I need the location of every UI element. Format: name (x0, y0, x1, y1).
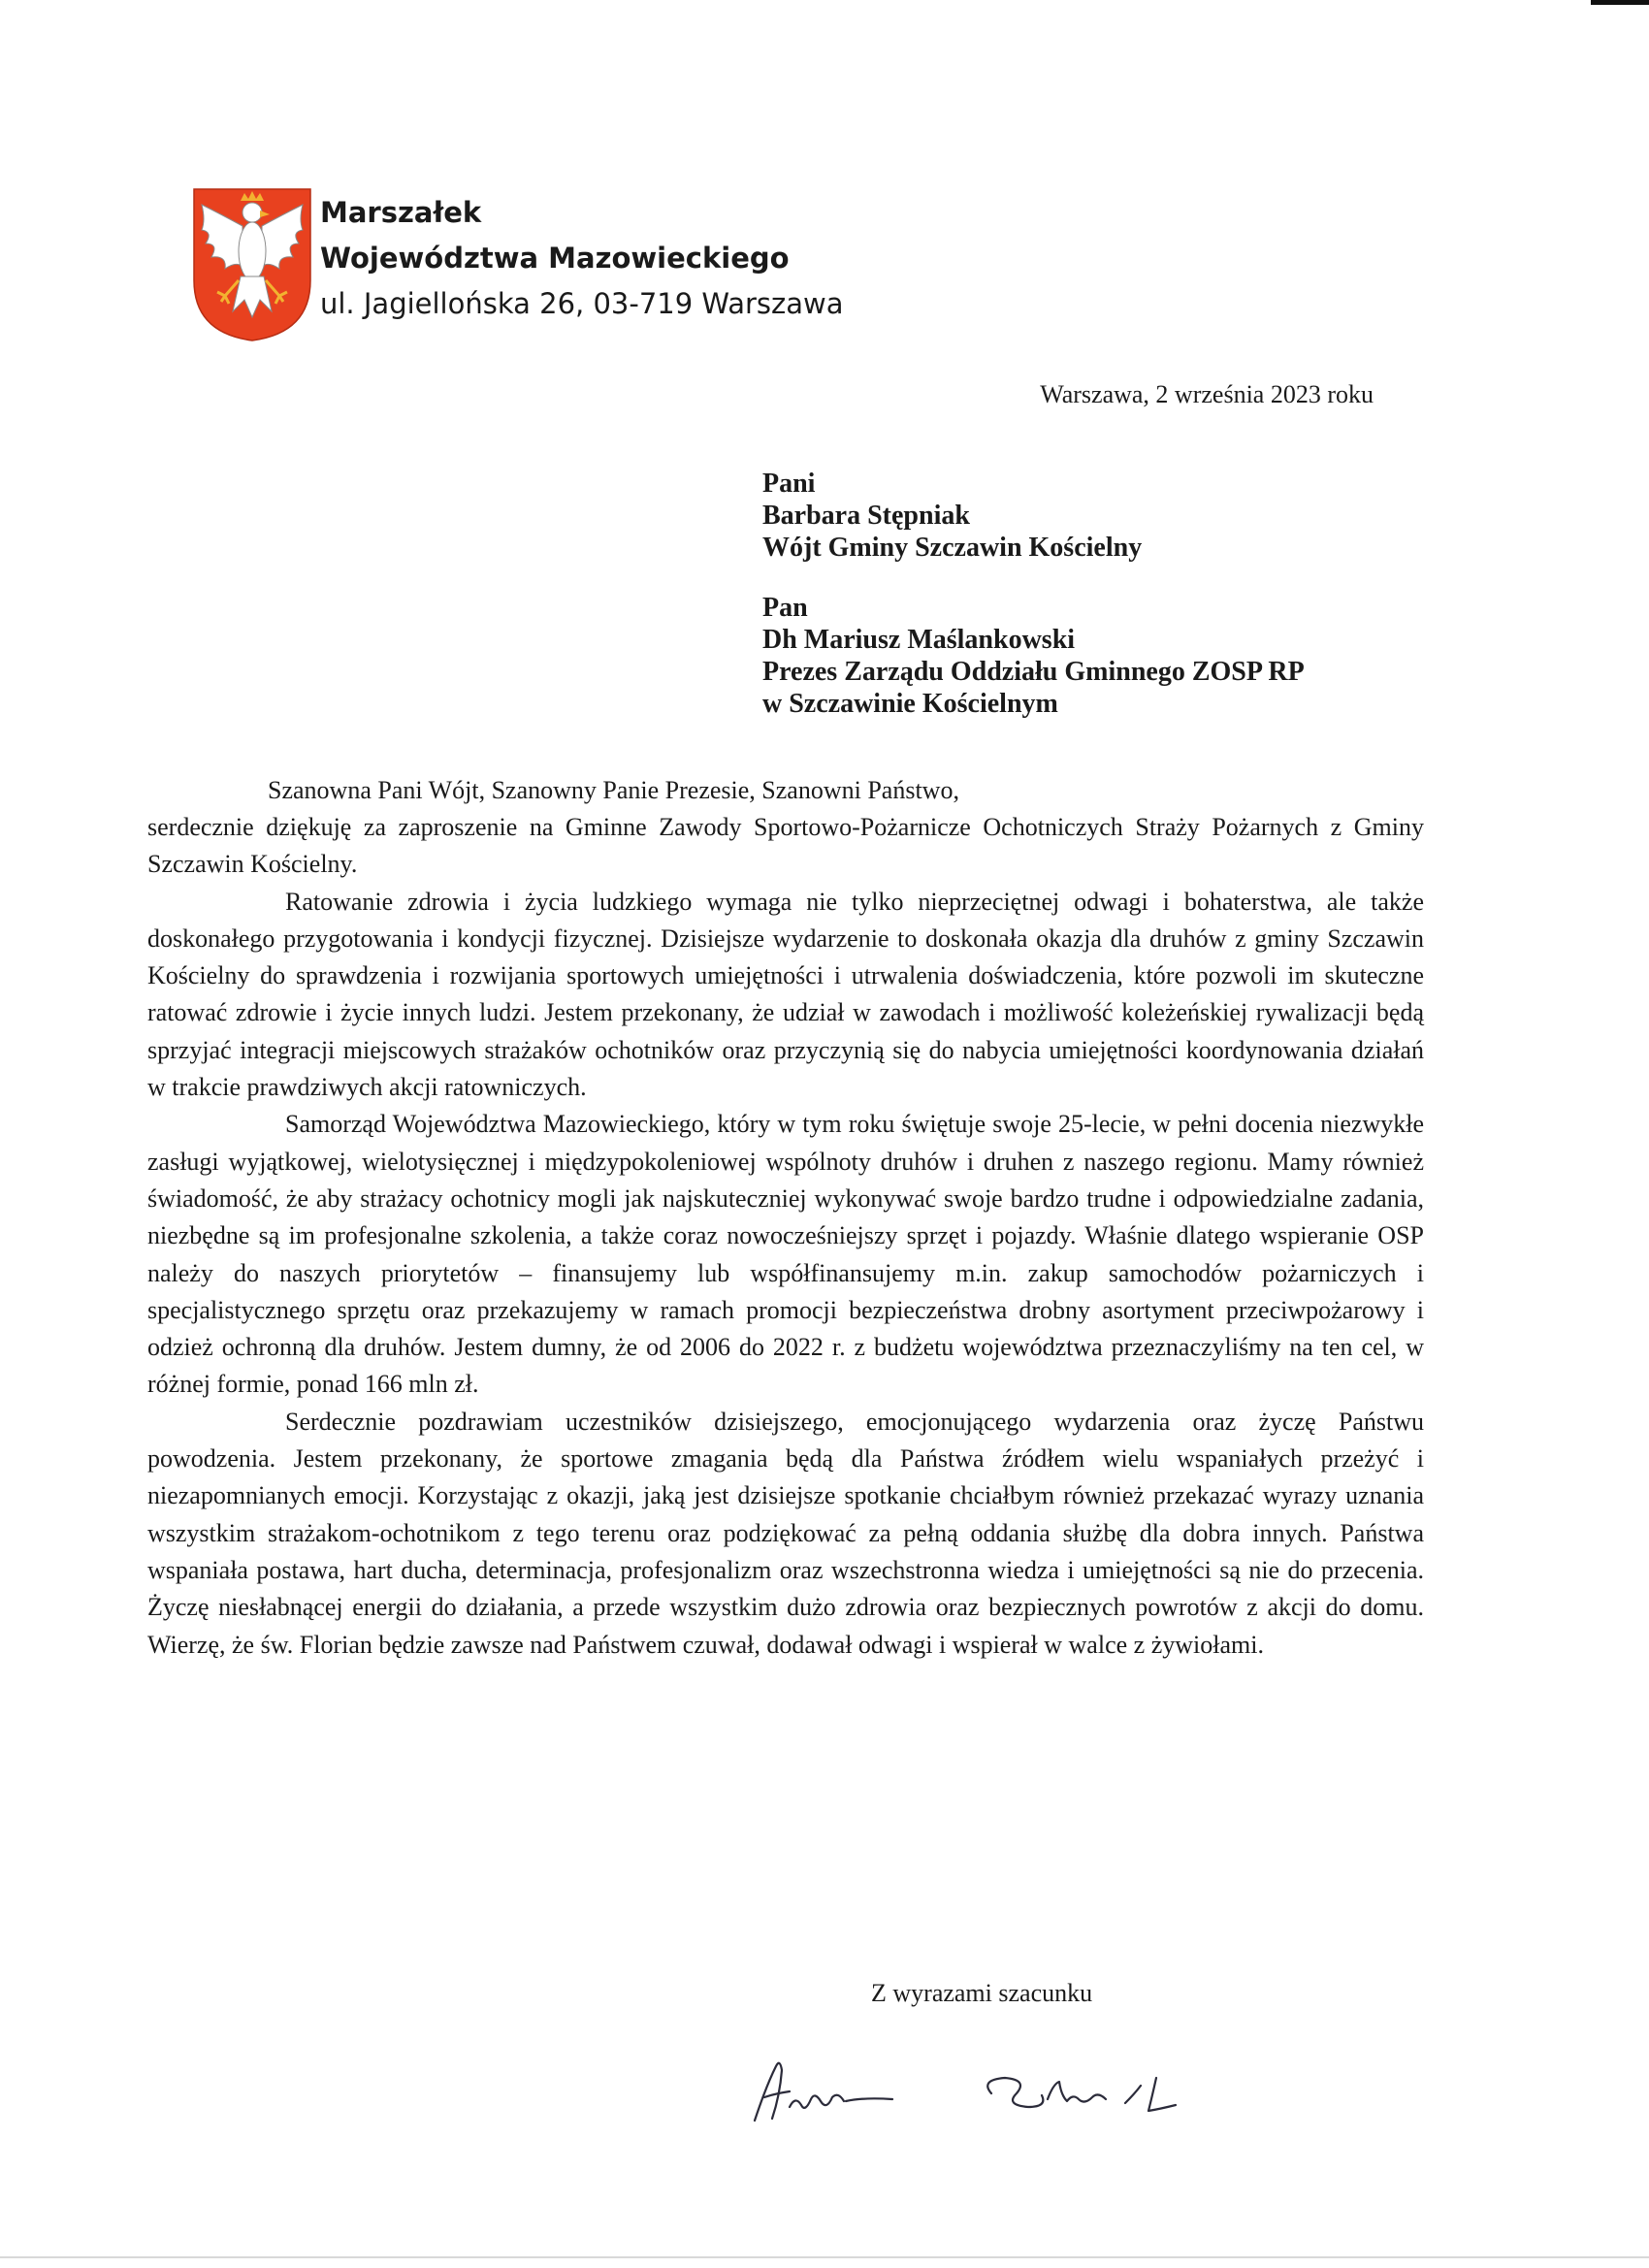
sender-office: Województwa Mazowieckiego (320, 242, 790, 275)
sender-title: Marszałek (320, 196, 482, 229)
closing-phrase: Z wyrazami szacunku (871, 1979, 1093, 2007)
recipient-line: w Szczawinie Kościelnym (762, 689, 1058, 719)
paragraph-2: Ratowanie zdrowia i życia ludzkiego wymaga nie tylko nieprzeciętnej odwagi i bohaterstwa, ale także doskonałego przygotowania i kondycji fizycznej. Dzisiejsze wydarzenie to doskonała okazja dla druhów z gminy Szczawin Kościelny do sprawdzenia i rozwijania sportowych umiejętności i utrwalenia doświadczenia, które pozwoli im skuteczne ratować zdrowie i życie innych ludzi. Jestem przekonany, że udział w zawodach i możliwość koleżeńskiej rywalizacji będą sprzyjać integracji miejscowych strażaków ochotników oraz przyczynią się do nabycia umiejętności koordynowania działań w trakcie prawdziwych akcji ratowniczych. (147, 887, 1424, 1102)
eagle-crest-icon (192, 187, 312, 342)
recipient-line: Wójt Gminy Szczawin Kościelny (762, 533, 1143, 563)
scan-edge-mark (1591, 0, 1649, 5)
recipient-line: Barbara Stępniak (762, 501, 970, 531)
paragraph-3: Samorząd Województwa Mazowieckiego, który w tym roku świętuje swoje 25-lecie, w pełni docenia niezwykłe zasługi wyjątkowej, wielotysięcznej i międzypokoleniowej wspólnoty druhów i druhen z naszego regionu. Mamy również świadomość, że aby strażacy ochotnicy mogli jak najskuteczniej wykonywać swoje bardzo trudne i odpowiedzialne zadania, niezbędne są im profesjonalne szkolenia, a także coraz nowocześniejszy sprzęt i pojazdy. Właśnie dlatego wspieranie OSP należy do naszych priorytetów – finansujemy lub współfinansujemy m.in. zakup samochodów pożarniczych i specjalistycznego sprzętu oraz przekazujemy w ramach promocji bezpieczeństwa drobny asortyment przeciwpożarowy i odzież ochronną dla druhów. Jestem dumny, że od 2006 do 2022 r. z budżetu województwa przeznaczyliśmy na ten cel, w różnej formie, ponad 166 mln zł. (147, 1110, 1424, 1399)
sender-block (320, 190, 844, 327)
paragraph-1: serdecznie dziękuję za zaproszenie na Gminne Zawody Sportowo-Pożarnicze Ochotniczych Straży Pożarnych z Gminy Szczawin Kościelny. (147, 813, 1424, 879)
letter-date: Warszawa, 2 września 2023 roku (1040, 380, 1374, 408)
sender-address: ul. Jagiellońska 26, 03-719 Warszawa (320, 287, 844, 320)
recipient-block-2 (762, 592, 1305, 720)
scan-bottom-line (0, 2256, 1649, 2258)
recipient-line: Pan (762, 593, 808, 623)
recipient-line: Prezes Zarządu Oddziału Gminnego ZOSP RP (762, 657, 1305, 687)
recipient-line: Pani (762, 469, 816, 499)
paragraph-4: Serdecznie pozdrawiam uczestników dzisiejszego, emocjonującego wydarzenia oraz życzę Państwu powodzenia. Jestem przekonany, że sportowe zmagania będą dla Państwa źródłem wielu wspaniałych przeżyć i niezapomnianych emocji. Korzystając z okazji, jaką jest dzisiejsze spotkanie chciałbym również przekazać wyrazy uznania wszystkim strażakom-ochotnikom z tego terenu oraz podziękować za pełną oddania służbę dla dobra innych. Państwa wspaniała postawa, hart ducha, determinacja, profesjonalizm oraz wszechstronna wiedza i umiejętności są nie do przecenia. Życzę niesłabnącej energii do działania, a przede wszystkim dużo zdrowia oraz bezpiecznych powrotów z akcji do domu. Wierzę, że św. Florian będzie zawsze nad Państwem czuwał, dodawał odwagi i wspierał w walce z żywiołami. (147, 1407, 1424, 1659)
salutation: Szanowna Pani Wójt, Szanowny Panie Prezesie, Szanowni Państwo, (268, 776, 959, 804)
recipient-line: Dh Mariusz Maślankowski (762, 625, 1076, 655)
letter-body (147, 772, 1424, 1664)
handwritten-signature-icon (737, 2037, 1203, 2144)
recipient-block-1 (762, 468, 1142, 564)
